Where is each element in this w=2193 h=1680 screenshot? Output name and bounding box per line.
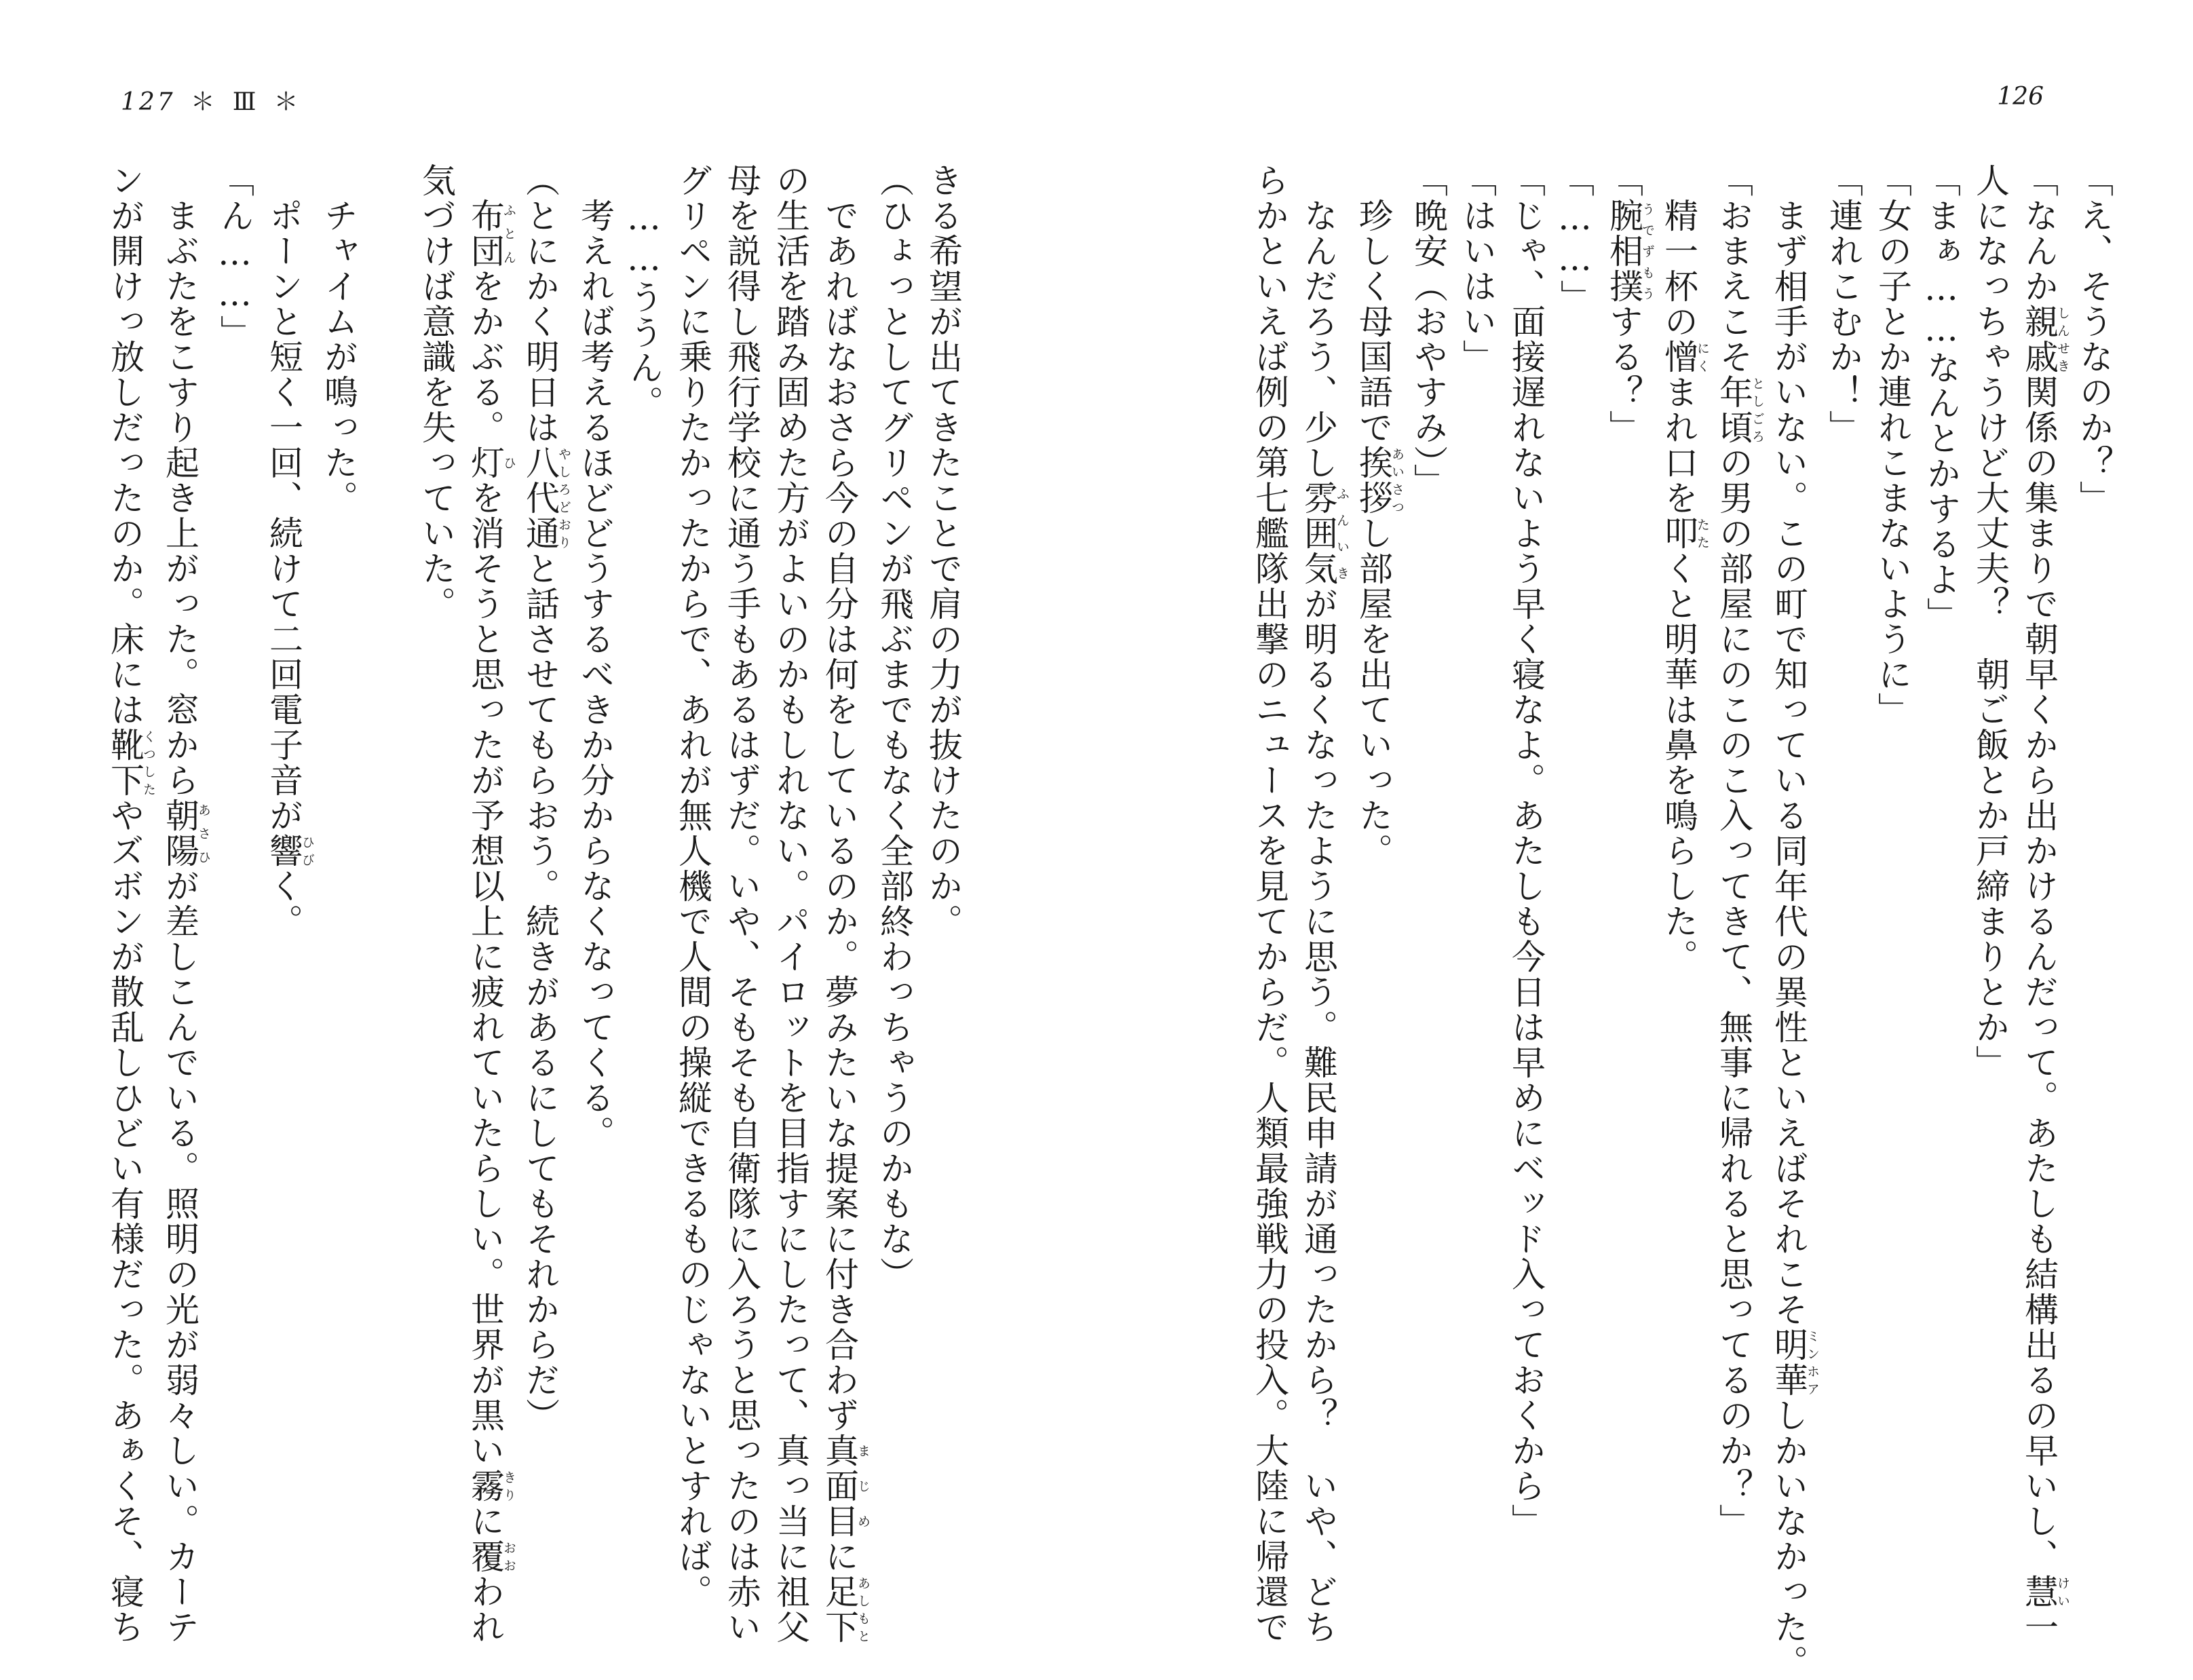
right-page-body [1168,163,2118,1680]
blank-line [363,163,412,1493]
text-line: 考えれば考えるほどどうするべきか分からなくなってくる。 [575,163,615,1151]
text-line: 「はいはい」 [1457,163,1497,375]
text-line: 「なんか親戚しんせき関係の集まりで朝早くから出かけるんだって。あたしも結構出るの早いし、慧けい一 [2019,163,2070,1645]
text-line: ポーンと短く一回、続けて二回電子音が響ひびく。 [264,163,315,939]
text-line: 珍しく母国語で挨拶あいさつし部屋を出ていった。 [1354,163,1405,868]
ruby-text: としごろ [1750,375,1765,445]
ruby-text: あさひ [196,798,211,868]
ruby-text: ひび [300,833,315,868]
ruby-text: ミンホア [1805,1327,1820,1398]
text-line: （ひょっとしてグリペンが飛ぶまでもなく全部終わっちゃうのかもな） [875,163,914,1292]
text-line: 「おまえこそ年頃としごろの男の部屋にのこのこ入ってきて、無事に帰れると思ってるのか？」 [1714,163,1765,1539]
text-line: まず相手がいない。この町で知っている同年代の異性といえばそれこそ明華ミンホアしかいなかった。 [1769,163,1820,1680]
left-page [0,0,1096,1645]
left-page-body [58,163,968,1645]
right-page-number: 126 [1997,83,2044,111]
text-line: 人になっちゃうけど大丈夫？ 朝ご飯とか戸締まりとか」 [1970,163,2010,1080]
ruby-text: きり [501,1468,516,1504]
ruby-text: ふとん [501,198,516,269]
text-line: ……ううん。 [624,163,664,421]
ruby-text: うでずもう [1640,198,1655,304]
text-line: 気づけば意識を失っていた。 [417,163,456,622]
text-line: 「え、そうなのか？」 [2074,163,2114,516]
text-line: 「まぁ……なんとかするよ」 [1922,163,1961,632]
right-page [1096,0,2193,1680]
ruby-text: くつした [141,727,156,798]
left-page-header [121,83,316,117]
ruby-text: やしろどおり [556,445,571,551]
text-line: 「ん……」 [215,163,254,350]
ruby-text: たた [1695,516,1710,551]
ruby-text: ひ [501,445,516,480]
text-line: 「女の子とか連れこまないように」 [1873,163,1912,727]
text-line: なんだろう、少し雰囲気ふんいきが明るくなったように思う。難民申請が通ったから？ いや、どち [1299,163,1350,1645]
text-line: 母を説得し飛行学校に通う手もあるはずだ。いや、そもそも自衛隊に入ろうと思ったのは赤い [722,163,761,1645]
ruby-text: おお [501,1539,516,1574]
text-line: 「腕相撲うでずもうする？」 [1604,163,1655,445]
text-line: まぶたをこすり起き上がった。窓から朝陽あさひが差しこんでいる。照明の光が弱々しい。カーテ [160,163,211,1645]
ruby-text: まじめ [856,1433,871,1539]
chapter-numeral: Ⅲ [232,88,259,116]
left-page-number: 127 [121,88,176,116]
text-line: の生活を踏み固めた方がよいのかもしれない。パイロットを目指すにしたって、真っ当に祖父 [771,163,810,1645]
text-line: 「じゃ、面接遅れないよう早く寝なよ。あたしも今日は早めにベッド入っておくから」 [1506,163,1546,1539]
text-line: 布団ふとんをかぶる。灯ひを消そうと思ったが予想以上に疲れていたらしい。世界が黒い霧きりに覆おおわれ [465,198,516,1645]
text-line: チャイムが鳴った。 [319,163,358,516]
text-line: （とにかく明日は八代通やしろどおりと話させてもらおう。続きがあるにしてもそれからだ） [520,163,571,1433]
text-line: らかといえば例の第七艦隊出撃のニュースを見てからだ。人類最強戦力の投入。大陸に帰還で [1250,163,1289,1645]
text-line: 「連れこむか！」 [1824,163,1863,445]
text-line: 「……」 [1555,163,1595,315]
ruby-text: あしもと [856,1574,871,1645]
text-line: 精一杯の憎にくまれ口を叩たたくと明華は鼻を鳴らした。 [1659,163,1710,974]
text-line: 「晩安（おやすみ）」 [1409,163,1448,499]
header-separator: ＊ [190,88,218,116]
ruby-text: ふんいき [1335,480,1350,586]
text-line: きる希望が出てきたことで肩の力が抜けたのか。 [923,163,963,939]
ruby-text: しんせき [2055,304,2070,375]
text-line: グリペンに乗りたかったからで、あれが無人機で人間の操縦できるものじゃないとすれば。 [673,163,712,1609]
text-line: であればなおさら今の自分は何をしているのか。夢みたいな提案に付き合わず真面目まじめに足下あしもと [820,163,871,1645]
ruby-text: けい [2055,1574,2070,1609]
ruby-text: あいさつ [1390,445,1405,516]
ruby-text: にく [1695,339,1710,375]
header-separator: ＊ [273,88,301,116]
text-line: ンが開けっ放しだったのか。床には靴下くつしたやズボンが散乱しひどい有様だった。あぁくそ、寝ち [105,163,156,1645]
